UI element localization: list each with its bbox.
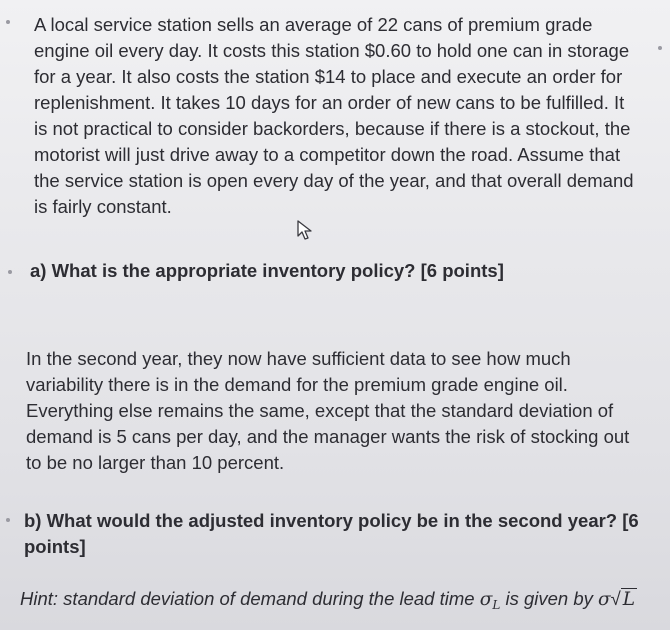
part-a-question: a) What is the appropriate inventory policy? [6 points] <box>30 260 504 281</box>
second-year-line: variability there is in the demand for the premium grade engine oil. <box>26 374 568 395</box>
part-b-line: points] <box>24 536 86 557</box>
intro-line: for a year. It also costs the station $14 to place and execute an order for <box>34 66 623 87</box>
screen-speck <box>6 518 10 522</box>
radical-sign: √ <box>610 588 621 609</box>
intro-line: motorist will just drive away to a competitor down the road. Assume that <box>34 144 621 165</box>
second-year-line: Everything else remains the same, except that the standard deviation of <box>26 400 614 421</box>
intro-line: is not practical to consider backorders, because if there is a stockout, the <box>34 118 631 139</box>
second-year-line: to be no larger than 10 percent. <box>26 452 285 473</box>
screen-speck <box>8 270 12 274</box>
sigma-symbol-2: σ <box>598 589 611 610</box>
second-year-line: demand is 5 cans per day, and the manager wants the risk of stocking out <box>26 426 630 447</box>
hint-text: Hint: standard deviation of demand during the lead time <box>20 588 480 609</box>
part-b-line: b) What would the adjusted inventory policy be in the second year? [6 <box>24 510 639 531</box>
second-year-line: In the second year, they now have sufficient data to see how much <box>26 348 571 369</box>
intro-line: replenishment. It takes 10 days for an order of new cans to be fulfilled. It <box>34 92 625 113</box>
intro-line: engine oil every day. It costs this station $0.60 to hold one can in storage <box>34 40 630 61</box>
hint <box>20 586 660 618</box>
hint-line <box>20 586 660 618</box>
screen-speck <box>658 46 662 50</box>
subscript-l: L <box>492 598 501 612</box>
second-year-statement <box>26 346 662 476</box>
intro-line: is fairly constant. <box>34 196 172 217</box>
part-b-question <box>24 508 644 560</box>
problem-statement <box>34 12 660 220</box>
sigma-symbol: σ <box>479 589 493 610</box>
mouse-cursor-icon <box>296 220 314 240</box>
intro-line: the service station is open every day of the year, and that overall demand <box>34 170 634 191</box>
radicand: L <box>622 589 636 610</box>
square-root <box>611 586 637 613</box>
screen-speck <box>6 20 10 24</box>
hint-middle-text: is given by <box>500 588 598 609</box>
intro-line: A local service station sells an average of 22 cans of premium grade <box>34 14 593 35</box>
